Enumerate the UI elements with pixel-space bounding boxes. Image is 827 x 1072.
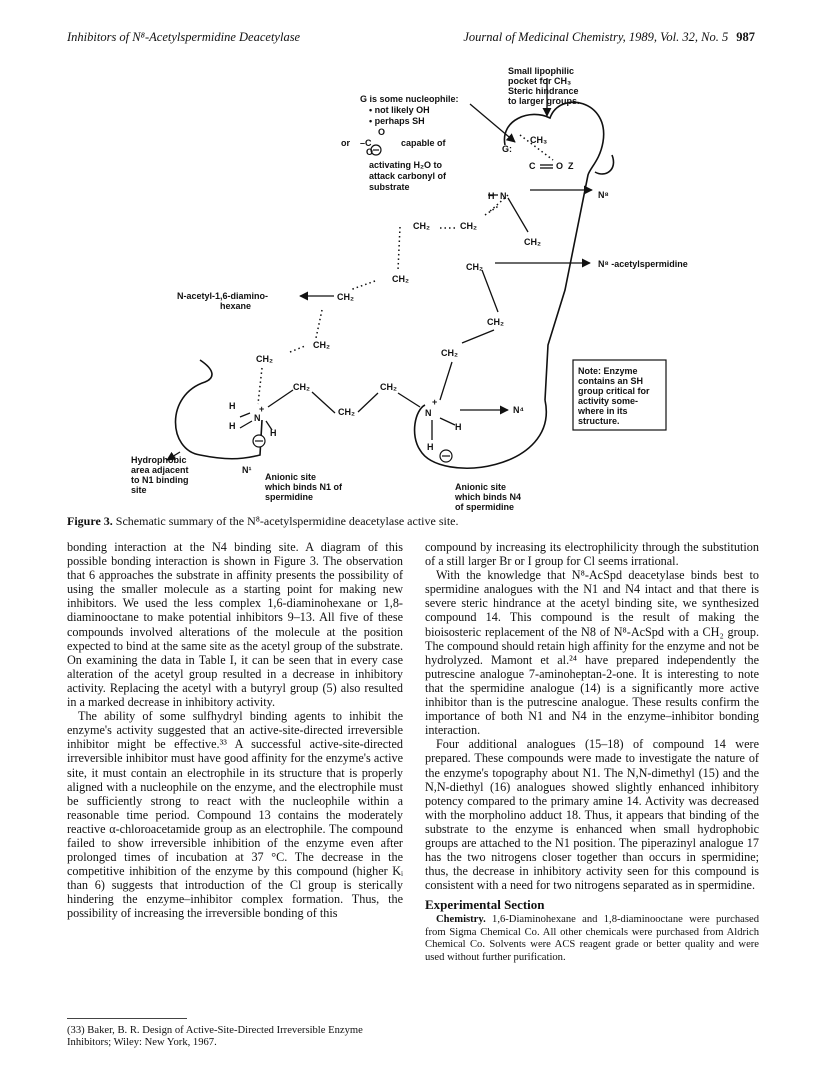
hydrophobic-label-line-4: site [131, 485, 147, 495]
svg-text:Z: Z [568, 161, 574, 171]
svg-text:CH₂: CH₂ [524, 237, 541, 247]
anionic-n4-line-1: Anionic site [455, 482, 507, 492]
pocket-label-line-1: Small lipophilic [508, 66, 575, 76]
n8-acetylspermidine-label: N⁸ -acetylspermidine [598, 259, 688, 269]
figure-caption [67, 514, 459, 529]
anionic-n4-line-3: of spermidine [455, 502, 515, 512]
svg-text:N: N [425, 408, 432, 418]
experimental-lead: Chemistry. [436, 914, 486, 926]
anionic-n4-line-2: which binds N4 [455, 492, 522, 502]
body-paragraph: The ability of some sulfhydryl binding agents to inhibit the enzyme's activity suggested that an active-site-directed irreversible inhibitor might be effective.³³ A successful active-site-directed irreversible inhibitor must have good affinity for the enzyme's active site, it must contain an electrophile in its structure that is properly aligned with a nucleophile on the enzyme, and the electrophile must be sufficiently strong to react with the nucleophile within a reasonable time period. Compound 13 contains the moderately reactive α-chloroacetamide group as an electrophile. The compound failed to show irreversible inhibition of the enzyme even after prolonged times of incubation at 37 °C. The decrease in the competitive inhibition of the enzyme by this compound (higher Kᵢ than 6) suggests that introduction of the Cl group is sterically hindering the enzyme–inhibitor complex formation. Thus, the possibility of increasing the irreversible bonding of this [67, 709, 403, 921]
svg-text:O: O [366, 147, 374, 157]
n8-label: N⁸ [598, 190, 609, 200]
hydrophobic-label-line-1: Hydrophobic [131, 455, 187, 465]
note-line-6: structure. [578, 416, 620, 426]
svg-text:H: H [270, 428, 277, 438]
svg-text:+: + [432, 397, 438, 407]
anionic-n1-line-1: Anionic site [265, 472, 317, 482]
figure-caption-text: Schematic summary of the N⁸-acetylspermidine deacetylase active site. [112, 514, 459, 528]
experimental-paragraph [425, 914, 759, 964]
svg-text:–C: –C [360, 138, 372, 148]
note-line-2: contains an SH [578, 376, 644, 386]
active-site-diagram [0, 0, 827, 520]
note-line-1: Note: Enzyme [578, 366, 638, 376]
body-paragraph: bonding interaction at the N4 binding site. A diagram of this possible bonding interaction is shown in Figure 3. The observation that 6 approaches the substrate in affinity presents the possibility of using the smaller molecule as a starting point for making new inhibitors. We used the less complex 1,6-diaminohexane or 1,8-diaminooctane to make potential inhibitors 9–13. All five of these compounds involved alterations of the molecule at the position expected to bind at the same site as the acetyl group of the substrate. On examining the data in Table I, it can be seen that in every case alteration of the acetyl group resulted in a decrease in inhibitory activity. Replacing the acetyl with a butyryl group (5) also resulted in a marked decrease in inhibitory activity. [67, 540, 403, 710]
svg-text:H: H [229, 401, 236, 411]
section-title: Experimental Section [425, 897, 545, 913]
journal-citation: Journal of Medicinal Chemistry, 1989, Vol. 32, No. 5 [463, 30, 729, 44]
svg-text:CH₂: CH₂ [466, 262, 483, 272]
svg-text:CH₂: CH₂ [256, 354, 273, 364]
svg-text:N: N [500, 191, 507, 201]
nucleophile-capable-of: capable of [401, 138, 446, 148]
svg-text:H: H [488, 191, 495, 201]
svg-text:O: O [378, 127, 386, 137]
left-column [67, 540, 403, 921]
footnote-rule [67, 1018, 187, 1019]
svg-text:N: N [254, 413, 261, 423]
svg-text:G:: G: [502, 144, 512, 154]
n4-label: N⁴ [513, 405, 524, 415]
svg-text:CH₂: CH₂ [313, 340, 330, 350]
svg-text:CH₂: CH₂ [338, 407, 355, 417]
body-paragraph: Four additional analogues (15–18) of compound 14 were prepared. These compounds were made to investigate the nature of the enzyme's topography about N1. The N,N-dimethyl (15) and the N,N-diethyl (16) analogues showed slightly enhanced inhibitory potency compared to the primary amine 14. Activity was decreased with the morpholino adduct 18. Thus, it appears that binding of the substrate to the enzyme is enhanced when small hydrophobic groups are attached to the N1 position. The piperazinyl analogue 17 has the two nitrogens closer together than occurs in spermidine; thus, the decrease in inhibitory activity seen for this compound is consistent with a need for two nitrogens separated as in spermidine. [425, 737, 759, 893]
pocket-label-line-3: Steric hindrance [508, 86, 579, 96]
hexane-label-line-1: N-acetyl-1,6-diamino- [177, 291, 269, 301]
pocket-label-line-4: to larger groups. [508, 96, 580, 106]
nucleophile-label-line-4: activating H₂O to [369, 160, 443, 170]
svg-text:H: H [427, 442, 434, 452]
hydrophobic-label-line-3: to N1 binding [131, 475, 189, 485]
svg-text:H: H [229, 421, 236, 431]
note-line-4: activity some- [578, 396, 639, 406]
note-line-5: where in its [578, 406, 628, 416]
svg-text:CH₂: CH₂ [460, 221, 477, 231]
svg-text:CH₂: CH₂ [413, 221, 430, 231]
svg-text:CH₂: CH₂ [487, 317, 504, 327]
svg-text:CH₂: CH₂ [392, 274, 409, 284]
pocket-label-line-2: pocket for CH₃ [508, 76, 572, 86]
note-line-3: group critical for [578, 386, 650, 396]
nucleophile-label-line-3: • perhaps SH [369, 116, 425, 126]
svg-text:CH₂: CH₂ [337, 292, 354, 302]
svg-text:CH₂: CH₂ [380, 382, 397, 392]
footnote-33: (33) Baker, B. R. Design of Active-Site-Directed Irreversible Enzyme Inhibitors; Wiley: New York, 1967. [67, 1025, 363, 1049]
nucleophile-label-line-5: attack carbonyl of [369, 171, 447, 181]
experimental-text: 1,6-Diaminohexane and 1,8-diaminooctane were purchased from Sigma Chemical Co. All other chemicals were purchased from Aldrich Chemical Co. Solvents were ACS reagent grade or better quality and were used without further purification. [425, 914, 759, 963]
svg-text:O: O [556, 161, 564, 171]
nucleophile-label-line-1: G is some nucleophile: [360, 94, 459, 104]
nucleophile-label-line-2: • not likely OH [369, 105, 430, 115]
n1-label: N¹ [242, 465, 252, 475]
anionic-n1-line-2: which binds N1 of [265, 482, 343, 492]
svg-text:CH₂: CH₂ [293, 382, 310, 392]
svg-text:CH₃: CH₃ [530, 135, 548, 145]
nucleophile-label-line-6: substrate [369, 182, 410, 192]
svg-text:CH₂: CH₂ [441, 348, 458, 358]
hydrophobic-label-line-2: area adjacent [131, 465, 189, 475]
nucleophile-or: or [341, 138, 350, 148]
page-number: 987 [736, 30, 755, 44]
anionic-n1-line-3: spermidine [265, 492, 314, 502]
enzyme-pocket-outline [504, 102, 603, 400]
svg-text:C: C [529, 161, 536, 171]
running-header-left: Inhibitors of N⁸-Acetylspermidine Deacetylase [67, 30, 301, 44]
body-paragraph: compound by increasing its electrophilicity through the substitution of a still larger Br or I group for Cl seems irrational. [425, 540, 759, 569]
body-paragraph: With the knowledge that N⁸-AcSpd deacetylase binds best to spermidine analogues with the N1 and N4 intact and that there is severe steric hindrance at the acetyl binding site, we synthesized compound 14. This compound is the result of making the bioisosteric replacement of the N8 of N⁸-AcSpd with a CH₂ group. The compound should retain high affinity for the enzyme and not be hydrolyzed. Mamont et al.²⁴ have prepared independently the putrescine analogue 7-aminoheptan-2-one. It is interesting to note that the spermidine analogue (14) is a significantly more active inhibitor than is the putrescine analogue. These results confirm the importance of both N1 and N4 in the enzyme–inhibitor bonding interaction. [425, 568, 759, 738]
hexane-label-line-2: hexane [220, 301, 252, 311]
svg-text:H: H [455, 422, 462, 432]
n1-anionic-site-outline [175, 360, 265, 459]
right-column [425, 540, 759, 964]
figure-caption-label: Figure 3. [67, 514, 113, 528]
svg-text:+: + [259, 404, 265, 414]
